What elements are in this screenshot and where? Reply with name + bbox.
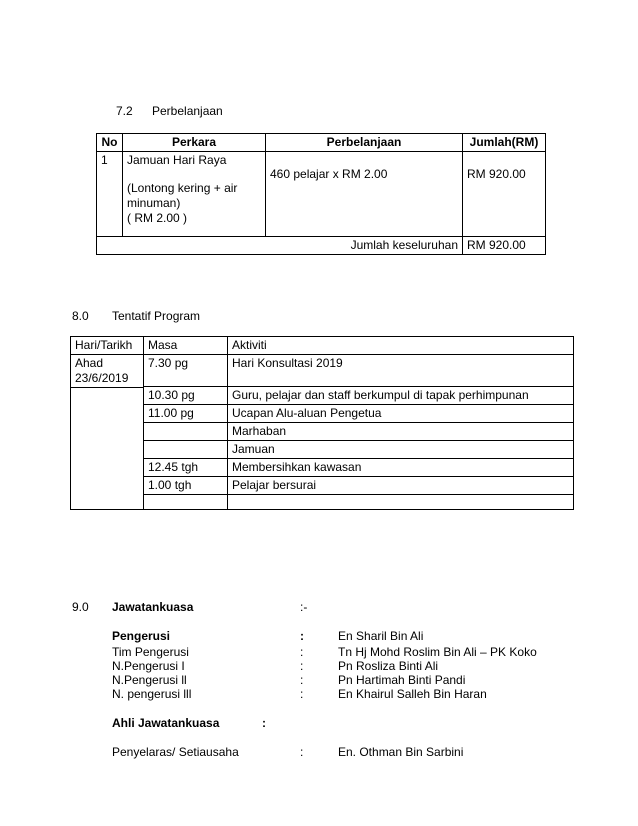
col-header-jumlah: Jumlah(RM) bbox=[463, 134, 546, 152]
member-role: Tim Pengerusi bbox=[112, 645, 189, 659]
member-name: Pn Rosliza Binti Ali bbox=[338, 659, 439, 673]
section-8-0-title: Tentatif Program bbox=[112, 309, 201, 323]
penyelaras-name: En. Othman Bin Sarbini bbox=[338, 745, 464, 759]
pengerusi-colon: : bbox=[300, 629, 304, 643]
total-value: RM 920.00 bbox=[463, 237, 546, 255]
table-row bbox=[71, 355, 574, 387]
table-row bbox=[71, 387, 574, 405]
cell-masa: 12.45 tgh bbox=[144, 459, 228, 477]
expense-table-header bbox=[97, 134, 546, 152]
table-row bbox=[97, 152, 546, 237]
cell-aktiviti: Hari Konsultasi 2019 bbox=[228, 355, 574, 387]
member-name: En Khairul Salleh Bin Haran bbox=[338, 687, 487, 701]
cell-masa bbox=[144, 495, 228, 510]
cell-aktiviti bbox=[228, 495, 574, 510]
table-row bbox=[71, 495, 574, 510]
pengerusi-name: En Sharil Bin Ali bbox=[338, 629, 424, 643]
table-row bbox=[71, 405, 574, 423]
cell-aktiviti: Marhaban bbox=[228, 423, 574, 441]
col-header-no: No bbox=[97, 134, 123, 152]
jumlah-value: RM 920.00 bbox=[467, 167, 526, 181]
col-header-perkara: Perkara bbox=[123, 134, 266, 152]
member-colon: : bbox=[300, 645, 304, 659]
cell-masa: 7.30 pg bbox=[144, 355, 228, 387]
section-9-0-number: 9.0 bbox=[72, 600, 89, 614]
member-name: Tn Hj Mohd Roslim Bin Ali – PK Koko bbox=[338, 645, 537, 659]
cell-aktiviti: Membersihkan kawasan bbox=[228, 459, 574, 477]
member-role: N. pengerusi lll bbox=[112, 687, 192, 701]
perkara-line-1: Jamuan Hari Raya bbox=[127, 153, 227, 167]
section-9-0-title-sep: :- bbox=[300, 600, 308, 614]
col-header-perbelanjaan: Perbelanjaan bbox=[266, 134, 463, 152]
member-name: Pn Hartimah Binti Pandi bbox=[338, 673, 466, 687]
cell-masa bbox=[144, 423, 228, 441]
program-table-header bbox=[71, 337, 574, 355]
member-colon: : bbox=[300, 659, 304, 673]
section-9-0-title: Jawatankuasa bbox=[112, 600, 194, 614]
table-row bbox=[71, 459, 574, 477]
day-text: Ahad bbox=[75, 356, 104, 370]
date-text: 23/6/2019 bbox=[75, 371, 129, 385]
member-role: N.Pengerusi ll bbox=[112, 673, 187, 687]
penyelaras-label: Penyelaras/ Setiausaha bbox=[112, 745, 239, 759]
cell-aktiviti: Pelajar bersurai bbox=[228, 477, 574, 495]
cell-masa: 10.30 pg bbox=[144, 387, 228, 405]
cell-perbelanjaan bbox=[266, 152, 463, 237]
ahli-colon: : bbox=[262, 716, 266, 730]
total-label: Jumlah keseluruhan bbox=[97, 237, 463, 255]
member-colon: : bbox=[300, 687, 304, 701]
section-7-2-number: 7.2 bbox=[116, 104, 133, 118]
cell-aktiviti: Guru, pelajar dan staff berkumpul di tapak perhimpunan bbox=[228, 387, 574, 405]
section-7-2-title: Perbelanjaan bbox=[152, 104, 223, 118]
perkara-line-2: (Lontong kering + air minuman) bbox=[127, 181, 238, 210]
table-row bbox=[71, 441, 574, 459]
perkara-line-3: ( RM 2.00 ) bbox=[127, 211, 188, 225]
cell-aktiviti: Jamuan bbox=[228, 441, 574, 459]
day-date-block bbox=[71, 355, 143, 388]
penyelaras-colon: : bbox=[300, 745, 304, 759]
cell-perkara bbox=[123, 152, 266, 237]
cell-masa bbox=[144, 441, 228, 459]
section-8-0-number: 8.0 bbox=[72, 309, 89, 323]
cell-masa: 1.00 tgh bbox=[144, 477, 228, 495]
cell-masa: 11.00 pg bbox=[144, 405, 228, 423]
col-header-masa: Masa bbox=[144, 337, 228, 355]
cell-jumlah bbox=[463, 152, 546, 237]
total-row bbox=[97, 237, 546, 255]
table-row bbox=[71, 423, 574, 441]
col-header-aktiviti: Aktiviti bbox=[228, 337, 574, 355]
expense-table bbox=[96, 133, 546, 255]
ahli-label: Ahli Jawatankuasa bbox=[112, 716, 220, 730]
cell-aktiviti: Ucapan Alu-aluan Pengetua bbox=[228, 405, 574, 423]
table-row bbox=[71, 477, 574, 495]
cell-hari-tarikh bbox=[71, 355, 144, 510]
pengerusi-label: Pengerusi bbox=[112, 629, 171, 643]
member-colon: : bbox=[300, 673, 304, 687]
perbelanjaan-value: 460 pelajar x RM 2.00 bbox=[270, 167, 388, 181]
member-role: N.Pengerusi I bbox=[112, 659, 185, 673]
col-header-hari: Hari/Tarikh bbox=[71, 337, 144, 355]
program-table bbox=[70, 336, 574, 510]
cell-no: 1 bbox=[97, 152, 123, 237]
